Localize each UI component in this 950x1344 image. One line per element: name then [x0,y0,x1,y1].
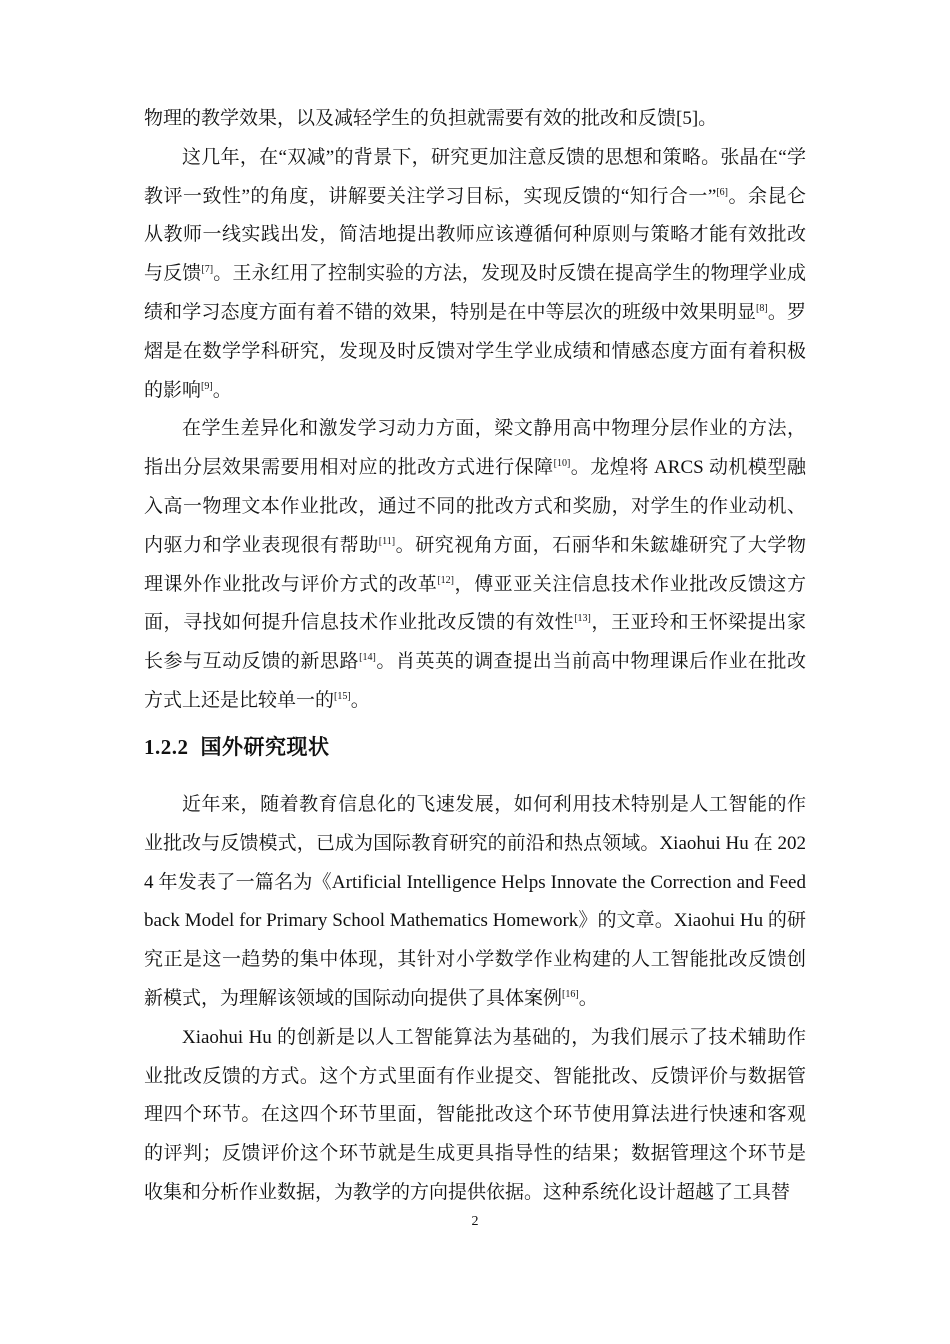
citation-marker: [8] [756,302,768,314]
citation-marker: [12] [437,574,454,586]
text-run: 。 [350,689,370,711]
text-run: ，傅亚亚关注信息技术作业批改反馈这方面，寻找如何提升信息技术作业批改反馈的有效性 [144,573,806,634]
section-title: 国外研究现状 [200,735,330,759]
text-run: 。 [578,987,598,1009]
citation-marker: [15] [334,690,351,702]
page-number: 2 [471,1214,479,1229]
text-run: 。罗熠是在数学学科研究，发现及时反馈对学生学业成绩和情感态度方面有着积极的影响 [144,301,806,401]
text-run: ，王亚玲和王怀梁提出家长参与互动反馈的新思路 [144,612,806,673]
section-number: 1.2.2 [144,735,189,759]
paragraph [144,410,806,720]
text-run: 。肖英英的调查提出当前高中物理课后作业在批改方式上还是比较单一的 [144,651,806,711]
citation-marker: [11] [378,535,396,547]
text-run: 。王永红用了控制实验的方法，发现及时反馈在提高学生的物理学业成绩和学习态度方面有着不错的效果，特别是在中等层次的班级中效果明显 [144,263,806,323]
citation-marker: [14] [359,652,376,664]
text-run: 这几年，在“双减”的背景下，研究更加注意反馈的思想和策略。张晶在“学教评一致性”的角度，讲解要关注学习目标，实现反馈的“知行合一” [144,146,806,207]
text-run: 物理的教学效果，以及减轻学生的负担就需要有效的批改和反馈[5]。 [144,108,718,129]
citation-marker: [9] [201,380,213,392]
paragraph [144,1019,806,1213]
paragraph [144,139,806,411]
citation-marker: [16] [562,988,579,1000]
citation-marker: [13] [574,613,591,625]
text-run: Xiaohui Hu 的创新是以人工智能算法为基础的，为我们展示了技术辅助作业批改反馈的方式。这个方式里面有作业提交、智能批改、反馈评价与数据管理四个环节。在这四个环节里面，智能批改这个环节使用算法进行快速和客观的评判；反馈评价这个环节就是生成更具指导性的结果；数据管理这个环节是收集和分析作业数据，为教学的方向提供依据。这种系统化设计超越了工具替 [144,1026,806,1203]
text-run: 。 [212,379,232,401]
text-run: 。龙煌将 ARCS 动机模型融入高一物理文本作业批改，通过不同的批改方式和奖励，对学生的作业动机、内驱力和学业表现很有帮助 [144,457,806,556]
paragraph [144,786,806,1019]
body-text-before-heading [144,100,806,721]
text-run: 在学生差异化和激发学习动力方面，梁文静用高中物理分层作业的方法，指出分层效果需要用相对应的批改方式进行保障 [144,418,806,479]
citation-marker: [10] [553,458,571,470]
paragraph [144,100,806,139]
text-run: 近年来，随着教育信息化的飞速发展，如何利用技术特别是人工智能的作业批改与反馈模式，已成为国际教育研究的前沿和热点领域。Xiaohui Hu 在 2024 年发表了一篇名为《Artificial Intelligence Helps Innovate the Correction and Feedback Model for Primary School Mathematics Homework》的文章。Xiaohui Hu 的研究正是这一趋势的集中体现，其针对小学数学作业构建的人工智能批改反馈创新模式，为理解该领域的国际动向提供了具体案例 [144,794,806,1009]
text-run: 。研究视角方面，石丽华和朱鋐雄研究了大学物理课外作业批改与评价方式的改革 [144,534,806,595]
citation-marker: [6] [716,186,728,198]
section-heading [144,731,330,761]
body-text-after-heading [144,786,806,1213]
citation-marker: [7] [201,264,214,276]
text-run: 。余昆仑从教师一线实践出发，简洁地提出教师应该遵循何种原则与策略才能有效批改与反馈 [144,185,806,285]
